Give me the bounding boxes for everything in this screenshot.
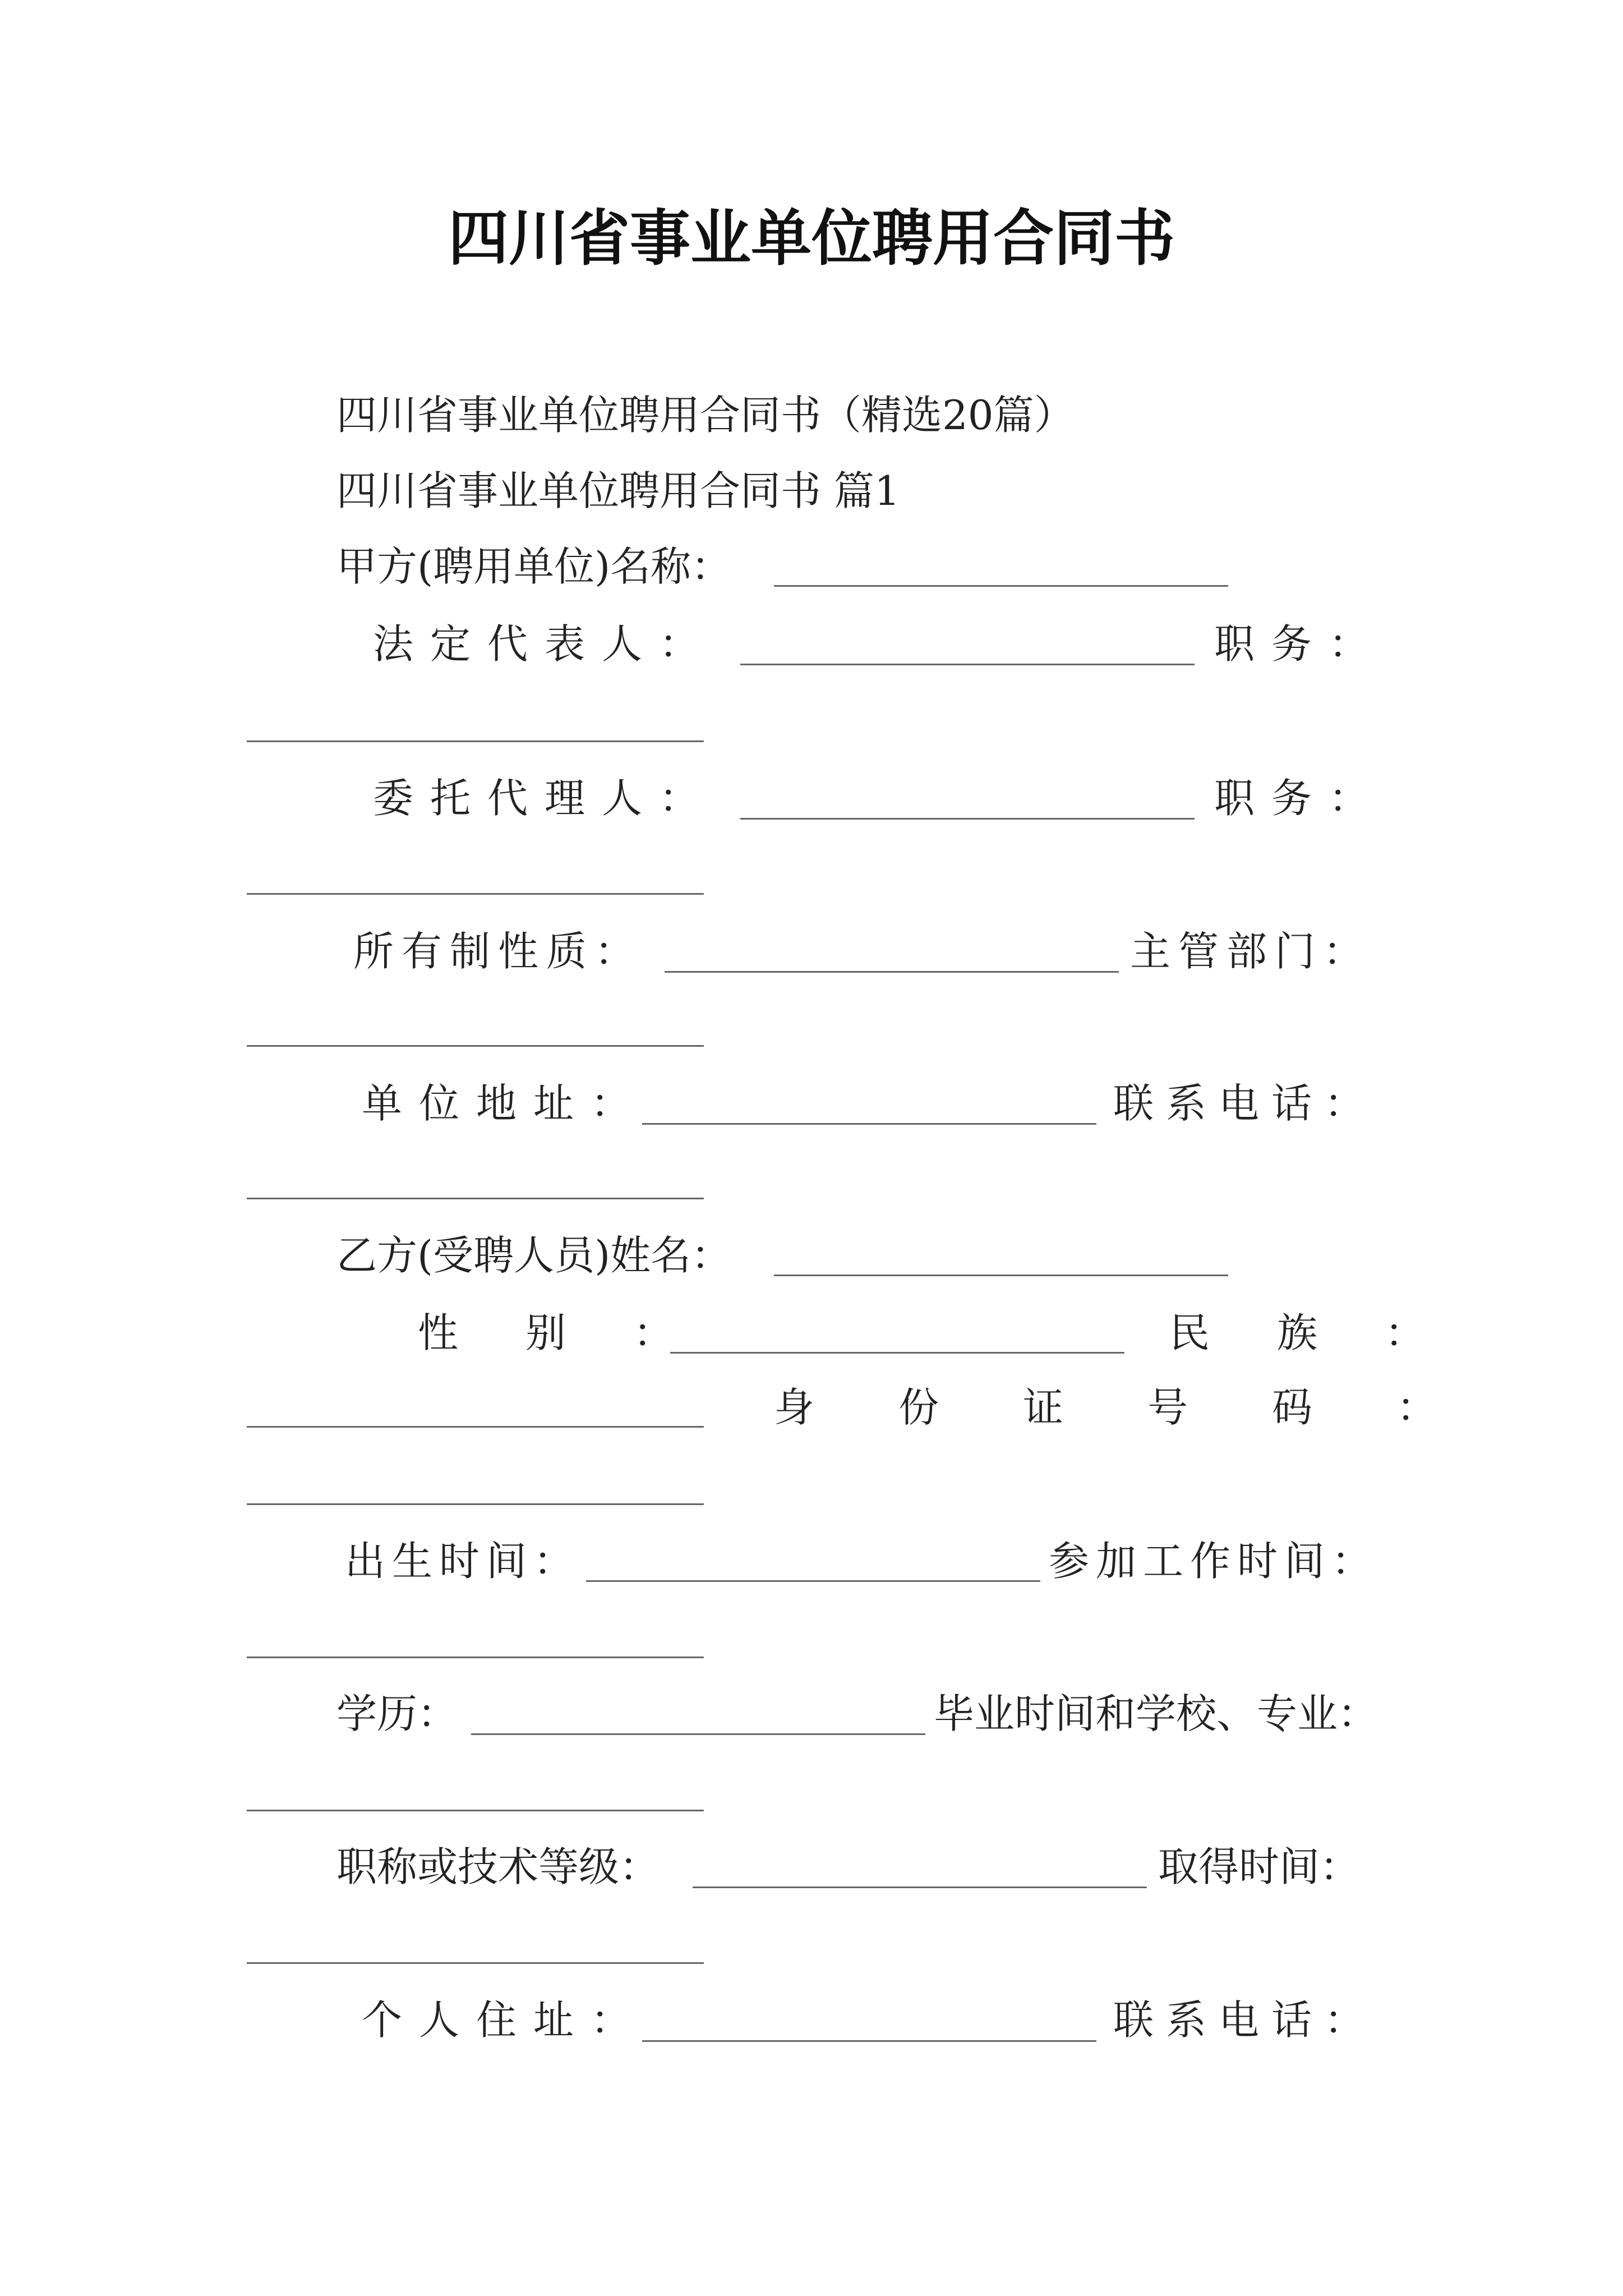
ethnicity-label: 民族： (1169, 1309, 1493, 1356)
legal-rep-field[interactable] (740, 664, 1195, 665)
birth-field[interactable] (586, 1580, 1040, 1582)
section-heading: 四川省事业单位聘用合同书 篇1 (336, 467, 900, 514)
obtained-time-label: 取得时间： (1158, 1843, 1361, 1890)
agent-position-label: 职务： (1214, 775, 1386, 822)
work-start-field[interactable] (247, 1657, 704, 1658)
ownership-label: 所有制性质： (353, 928, 643, 975)
personal-address-field[interactable] (642, 2040, 1096, 2042)
birth-label: 出生时间： (345, 1538, 581, 1585)
gender-field[interactable] (670, 1352, 1124, 1354)
agent-position-field[interactable] (247, 893, 704, 895)
education-label: 学历： (336, 1690, 458, 1737)
id-number-label: 身份证号码： (774, 1384, 1521, 1431)
unit-phone-field[interactable] (247, 1198, 704, 1199)
title-level-label: 职称或技术等级： (336, 1843, 660, 1890)
legal-rep-label: 法定代表人： (373, 620, 717, 668)
document-title: 四川省事业单位聘用合同书 (448, 203, 1175, 274)
party-a-name-label: 甲方(聘用单位)名称： (336, 543, 732, 590)
title-level-field[interactable] (693, 1887, 1147, 1888)
agent-field[interactable] (740, 818, 1195, 820)
work-start-label: 参加工作时间： (1049, 1538, 1379, 1585)
graduation-label: 毕业时间和学校、专业： (934, 1690, 1378, 1737)
agent-label: 委托代理人： (373, 775, 717, 822)
party-b-name-field[interactable] (774, 1274, 1228, 1276)
graduation-field[interactable] (247, 1810, 704, 1811)
authority-label: 主管部门： (1130, 928, 1372, 975)
gender-label: 性别： (418, 1309, 741, 1356)
ownership-field[interactable] (665, 971, 1119, 973)
unit-address-label: 单位地址： (362, 1080, 648, 1127)
unit-address-field[interactable] (642, 1123, 1096, 1125)
legal-rep-position-label: 职务： (1214, 620, 1386, 668)
id-number-field[interactable] (247, 1503, 704, 1505)
ethnicity-field[interactable] (247, 1426, 704, 1428)
authority-field[interactable] (247, 1045, 704, 1047)
obtained-time-field[interactable] (247, 1962, 704, 1964)
party-a-name-field[interactable] (774, 585, 1228, 587)
personal-address-label: 个人住址： (362, 1996, 648, 2044)
education-field[interactable] (471, 1733, 925, 1735)
personal-phone-label: 联系电话： (1113, 1996, 1377, 2044)
party-b-name-label: 乙方(受聘人员)姓名： (336, 1232, 732, 1279)
document-subtitle: 四川省事业单位聘用合同书（精选20篇） (336, 392, 1075, 439)
legal-rep-position-field[interactable] (247, 740, 704, 742)
unit-phone-label: 联系电话： (1113, 1080, 1377, 1127)
